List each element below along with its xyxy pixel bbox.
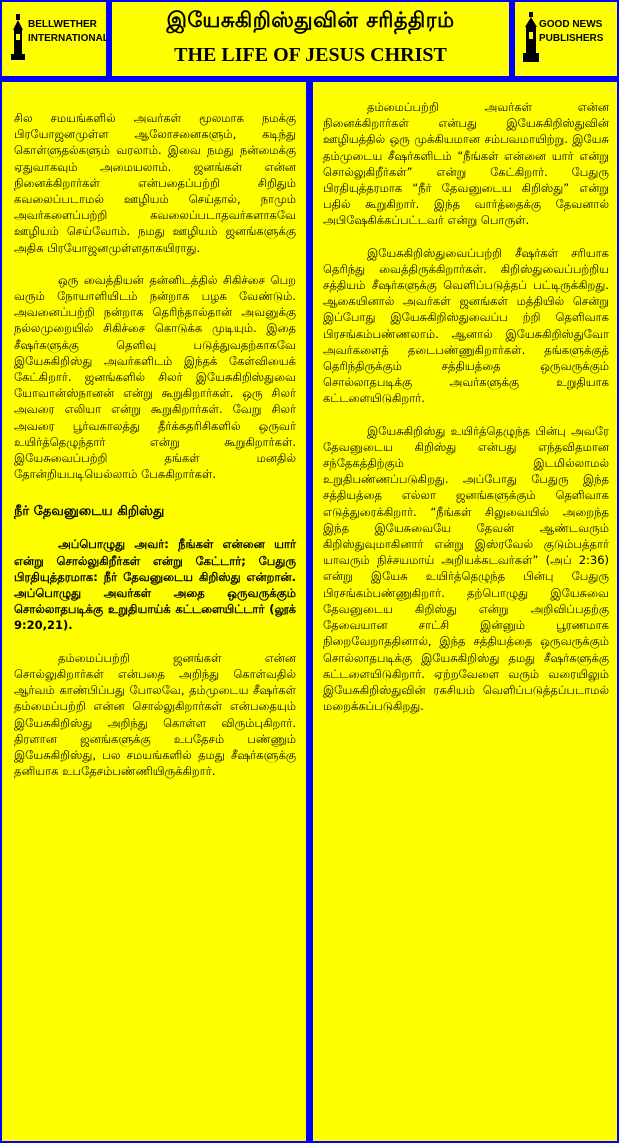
section-heading: நீர் தேவனுடைய கிறிஸ்து: [14, 504, 165, 520]
right-paragraph-2: இயேசுகிறிஸ்துவைப்பற்றி சீஷர்கள் சரியாக தெரிந்து வைத்திருக்கிறார்கள். கிறிஸ்துவைப்பற்றிய சத்தியம் சீஷர்களுக்கு வெளிப்படுத்தப் பட்டிருக்கிறது. ஆகையினால் அவர்கள் ஜனங்கள் மத்தியில் சென்று இப்போது இயேசுகிறிஸ்துவைப்ப ற்றி தெளிவாக பிரசங்கம்பண்ணலாம். ஆனால் இயேசுகிறிஸ்துவோ அவர்களைத் தடைபண்ணுகிறார்கள். தங்களுக்குத் தெரிந்திருக்கும் சத்தியத்தை ஒருவருக்கும் சொல்லாதபடிக்கு அவர்களுக்கு உறுதியாக கட்டளையிடுகிறார்.: [323, 245, 609, 406]
left-paragraph-1: சில சமயங்களில் அவர்கள் மூலமாக நமக்கு பிரயோஜனமுள்ள ஆலோசனைகளும், கடிந்து கொள்ளுதல்களும் வரலாம். இவை நமது நன்மைக்கு ஏதுவாகவும் அமையலாம். ஜனங்கள் என்ன நினைக்கிறார்கள் என்பதைப்பற்றி சிறிதும் கவலைப்படாமல் ஊழியம் செய்தால், நாமும் அவர்களைப்பற்றி கவலைப்படாதவர்களாகவே ஊழியம் செய்வோம். நமது ஊழியம் ஜனங்களுக்கு அதிக பிரயோஜனமுள்ளதாகயிராது.: [14, 111, 296, 255]
right-paragraph-1: தம்மைப்பற்றி அவர்கள் என்ன நினைக்கிறார்கள் என்பது இயேசுகிறிஸ்துவின் ஊழியத்தில் ஒரு முக்கியமான சம்பவமாயிற்று. இயேசு தம்முடைய சீஷர்களிடம் “நீங்கள் என்னை யார் என்று சொல்லுகிறீர்கள்” என்று கேட்கிறார். பேதுரு பிரதியுத்தரமாக “நீர் தேவனுடைய கிறிஸ்து” என்று பதில் கூறுகிறார். இந்த வார்த்தைக்கு தேவனால் அபிஷேகிக்கப்பட்டவர் என்று பொருள்.: [323, 100, 609, 228]
left-paragraph-2: ஒரு வைத்தியன் தன்னிடத்தில் சிகிச்சை பெற வரும் நோயாளியிடம் நன்றாக பழக வேண்டும். அவனைப்பற்றி நன்றாக தெரிந்தால்தான் அவனுக்கு நல்லமுறையில் சிகிச்சை கொடுக்க முடியும். இதை சீஷர்களுக்கு தெளிவு படுத்துவதற்காகவே இயேசுகிறிஸ்து அவர்களிடம் இந்தக் கேள்வியைக் கேட்கிறார். ஜனங்களில் சிலர் இயேசுகிறிஸ்துவை யோவான்ஸ்நானன் என்று கூறுகிறார்கள். ஒரு சிலர் அவரை எலியா என்று கூறுகிறார்கள். வேறு சிலர் அவரை பூர்வகாலத்து தீர்க்கதரிசிகளில் ஒருவர் உயிர்த்தெழுந்தார் என்று கூறுகிறார்கள். இயேசுவைப்பற்றி தங்கள் மனதில் தோன்றியபடியெல்லாம் பேசுகிறார்கள்.: [14, 272, 296, 482]
right-column: [313, 82, 617, 1141]
bellwether-logo-icon: [10, 12, 26, 62]
right-paragraph-3: இயேசுகிறிஸ்து உயிர்த்தெழுந்த பின்பு அவரே தேவனுடைய கிறிஸ்து என்பது எந்தவிதமான சந்தேகத்திற்கும் இடமில்லாமல் உறுதிபண்ணப்படுகிறது. அப்போது பேதுரு இந்த சத்தியத்தை எல்லா ஜனங்களுக்கும் தெளிவாக எடுத்துரைக்கிறார். “நீங்கள் சிலுவையில் அறைந்த இந்த இயேசுவையே தேவன் ஆண்டவரும் கிறிஸ்துவுமாகினார் என்று இஸ்ரவேல் குடும்பத்தார் யாவரும் நிச்சயமாய் அறியக்கடவர்கள்” (அப் 2:36) என்று இயேசு உயிர்த்தெழுந்த பின்பு பேதுரு பிரசங்கம்பண்ணுகிறார். தற்பொழுது இயேசுவை தேவனுடைய கிறிஸ்து என்று அறிவிப்பதற்கு தேவையான சாட்சி இன்னும் பூரணமாக நிறைவேறாததினால், இந்த சத்தியத்தை ஒருவருக்கும் சொல்லாதபடிக்கு இயேசுகிறிஸ்து தமது சீஷர்களுக்கு கட்டளையிடுகிறார். ஏற்றவேளை வரும் வரையிலும் இயேசுகிறிஸ்துவின் ரகசியம் வெளிப்படுத்தப்படாமல் மறைக்கப்படுகிறது.: [323, 423, 609, 714]
logo-right-line1: GOOD NEWS: [539, 19, 603, 30]
scripture-quote: அப்பொழுது அவர்: நீங்கள் என்னை யார் என்று சொல்லுகிறீர்கள் என்று கேட்டார்; பேதுரு பிரதியுத்தரமாக: நீர் தேவனுடைய கிறிஸ்து என்றான். அப்பொழுது அவர்கள் அதை ஒருவருக்கும் சொல்லாதபடிக்கு உறுதியாய்க் கட்டளையிட்டார் (லூக் 9:20,21).: [14, 537, 296, 633]
good-news-logo-icon: [523, 12, 539, 64]
title-banner: [112, 2, 509, 76]
page-title-tamil: இயேசுகிறிஸ்துவின் சரித்திரம்: [166, 8, 455, 32]
logo-left-line1: BELLWETHER: [28, 19, 97, 30]
logo-left-line2: INTERNATIONAL: [28, 33, 109, 44]
good-news-logo: [515, 2, 617, 76]
bellwether-logo: [2, 2, 109, 76]
left-column: [2, 82, 306, 1141]
logo-right-line2: PUBLISHERS: [539, 33, 604, 44]
page-title-english: THE LIFE OF JESUS CHRIST: [174, 44, 447, 66]
left-paragraph-3: தம்மைப்பற்றி ஜனங்கள் என்ன சொல்லுகிறார்கள் என்பதை அறிந்து கொள்வதில் ஆர்வம் காண்பிப்பது போலவே, தம்முடைய சீஷர்கள் தம்மைப்பற்றி என்ன சொல்லுகிறார்கள் என்பதையும் இயேசுகிறிஸ்து அறிந்து கொள்ள விரும்புகிறார். திரளான ஜனங்களுக்கு உபதேசம் பண்ணும் இயேசுகிறிஸ்து, பல சமயங்களில் தமது சீஷர்களுக்கு தனியாக உபதேசம்பண்ணியிருக்கிறார்.: [14, 650, 296, 779]
